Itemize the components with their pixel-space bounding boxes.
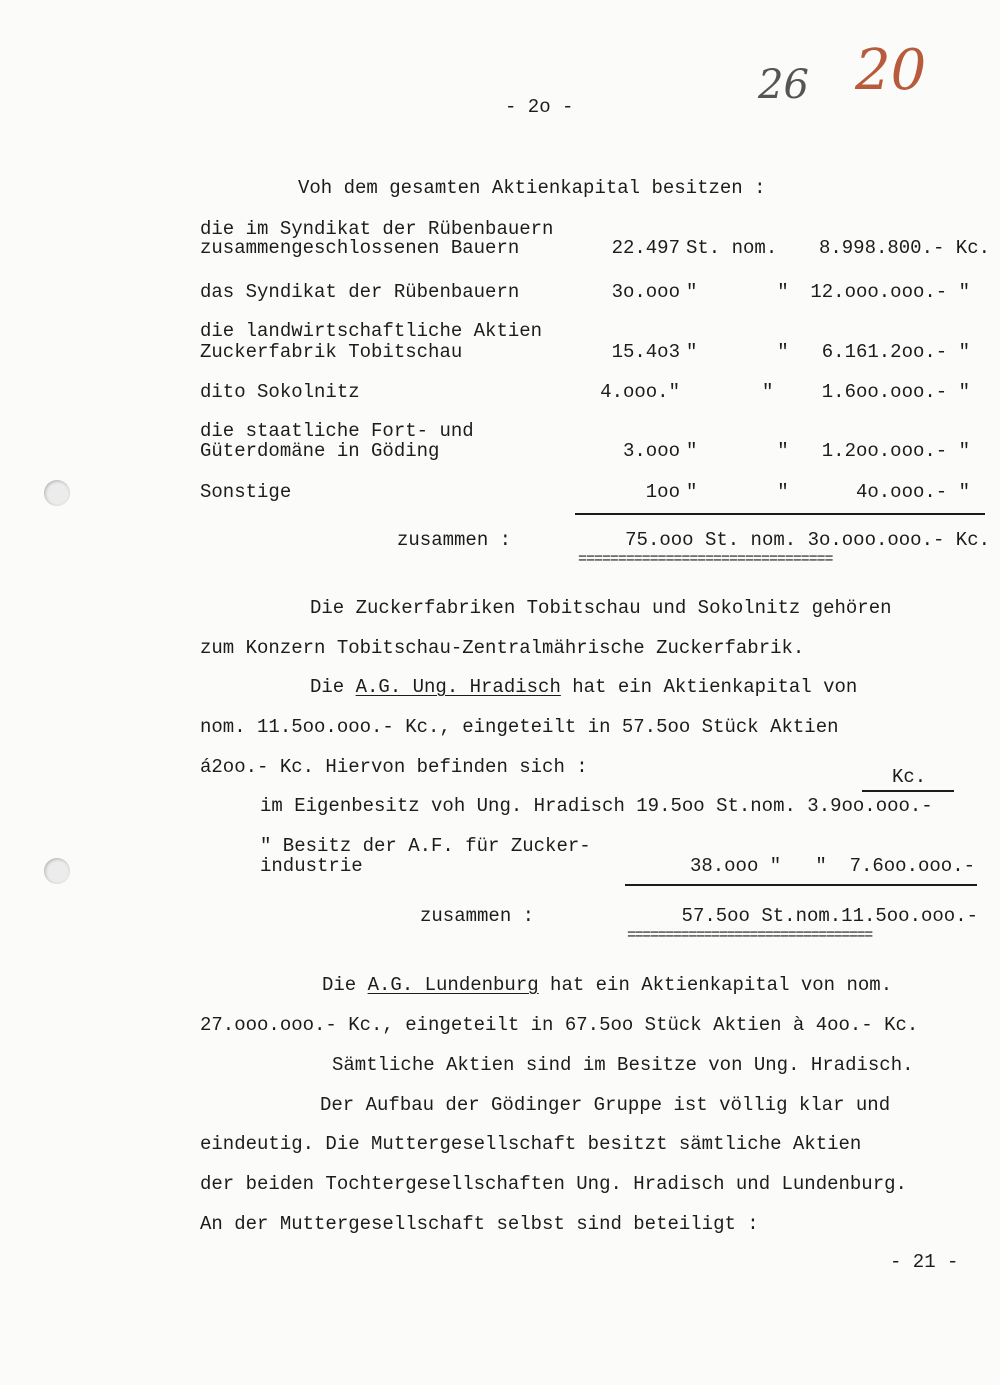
holder-unit: St. nom.: [686, 237, 778, 259]
holding-row: im Eigenbesitz voh Ung. Hradisch 19.5oo St.nom. 3.9oo.ooo.-: [260, 795, 933, 817]
total-label: zusammen :: [397, 529, 512, 551]
holder-shares: 4.ooo.": [600, 381, 680, 403]
total-label: zusammen :: [420, 905, 535, 927]
sum-rule: [575, 513, 985, 515]
paragraph-line: der beiden Tochtergesellschaften Ung. Hradisch und Lundenburg.: [200, 1173, 907, 1195]
currency-header: Kc.: [892, 766, 927, 788]
holding-row-cont: industrie: [260, 855, 363, 877]
text-fragment: hat ein Aktienkapital von: [560, 676, 858, 698]
pencil-folio-note: 26: [758, 62, 809, 108]
paragraph-line: An der Muttergesellschaft selbst sind beteiligt :: [200, 1213, 759, 1235]
holder-name: die staatliche Fort- und: [200, 420, 474, 442]
paragraph-line: Die Zuckerfabriken Tobitschau und Sokolnitz gehören: [310, 597, 892, 619]
double-rule: ================================: [578, 551, 833, 568]
text-fragment: Die: [310, 676, 356, 698]
holder-unit: ": [762, 381, 774, 403]
holder-unit: " ": [686, 481, 789, 503]
holder-name-cont: Zuckerfabrik Tobitschau: [200, 341, 463, 363]
paragraph-line: [322, 974, 892, 996]
holder-amount: 8.998.800.- Kc.: [818, 237, 990, 259]
holder-amount: 4o.ooo.- ": [855, 481, 970, 503]
holder-shares: 3o.ooo: [611, 281, 680, 303]
page-number: - 2o -: [505, 96, 574, 118]
paragraph-line: Sämtliche Aktien sind im Besitze von Ung. Hradisch.: [332, 1054, 914, 1076]
holder-shares: 3.ooo: [622, 440, 680, 462]
paragraph-line: zum Konzern Tobitschau-Zentralmährische Zuckerfabrik.: [200, 637, 805, 659]
paragraph-line: nom. 11.5oo.ooo.- Kc., eingeteilt in 57.5oo Stück Aktien: [200, 716, 839, 738]
holder-amount: 6.161.2oo.- ": [821, 341, 970, 363]
company-name: A.G. Ung. Hradisch: [355, 676, 561, 698]
currency-header-rule: [862, 790, 954, 792]
holder-shares: 22.497: [611, 237, 680, 259]
holder-name-cont: zusammengeschlossenen Bauern: [200, 237, 520, 259]
holder-unit: " ": [686, 281, 789, 303]
holder-amount: 12.ooo.ooo.- ": [810, 281, 970, 303]
holder-name: die landwirtschaftliche Aktien: [200, 320, 543, 342]
sum-rule: [625, 884, 977, 886]
holder-name: die im Syndikat der Rübenbauern: [200, 218, 554, 240]
holder-name: Sonstige: [200, 481, 292, 503]
paragraph-line: eindeutig. Die Muttergesellschaft besitzt sämtliche Aktien: [200, 1133, 862, 1155]
punch-hole-lower: [44, 858, 70, 884]
double-rule: ================================: [627, 927, 872, 944]
holder-unit: " ": [686, 440, 789, 462]
paragraph-line: á2oo.- Kc. Hiervon befinden sich :: [200, 756, 588, 778]
intro-line: Voh dem gesamten Aktienkapital besitzen :: [298, 177, 766, 199]
paragraph-line: 27.ooo.ooo.- Kc., eingeteilt in 67.5oo Stück Aktien à 4oo.- Kc.: [200, 1014, 919, 1036]
holder-unit: " ": [686, 341, 789, 363]
holder-amount: 1.2oo.ooo.- ": [821, 440, 970, 462]
text-fragment: hat ein Aktienkapital von nom.: [538, 974, 893, 996]
holder-shares: 1oo: [645, 481, 680, 503]
holding-row: " Besitz der A.F. für Zucker-: [260, 835, 591, 857]
text-fragment: Die: [322, 974, 368, 996]
paragraph-line: [310, 676, 857, 698]
red-folio-note: 20: [855, 38, 927, 103]
holder-shares: 15.4o3: [611, 341, 680, 363]
punch-hole-upper: [44, 480, 70, 506]
next-page-marker: - 21 -: [890, 1251, 959, 1273]
holding-value: 38.ooo " " 7.6oo.ooo.-: [689, 855, 975, 877]
total-value: 57.5oo St.nom.11.5oo.ooo.-: [681, 905, 978, 927]
company-name: A.G. Lundenburg: [367, 974, 539, 996]
holder-name-cont: Güterdomäne in Göding: [200, 440, 440, 462]
paragraph-line: Der Aufbau der Gödinger Gruppe ist völlig klar und: [320, 1094, 891, 1116]
holder-name: dito Sokolnitz: [200, 381, 360, 403]
total-value: 75.ooo St. nom. 3o.ooo.ooo.- Kc.: [625, 529, 990, 551]
holder-name: das Syndikat der Rübenbauern: [200, 281, 520, 303]
holder-amount: 1.6oo.ooo.- ": [821, 381, 970, 403]
